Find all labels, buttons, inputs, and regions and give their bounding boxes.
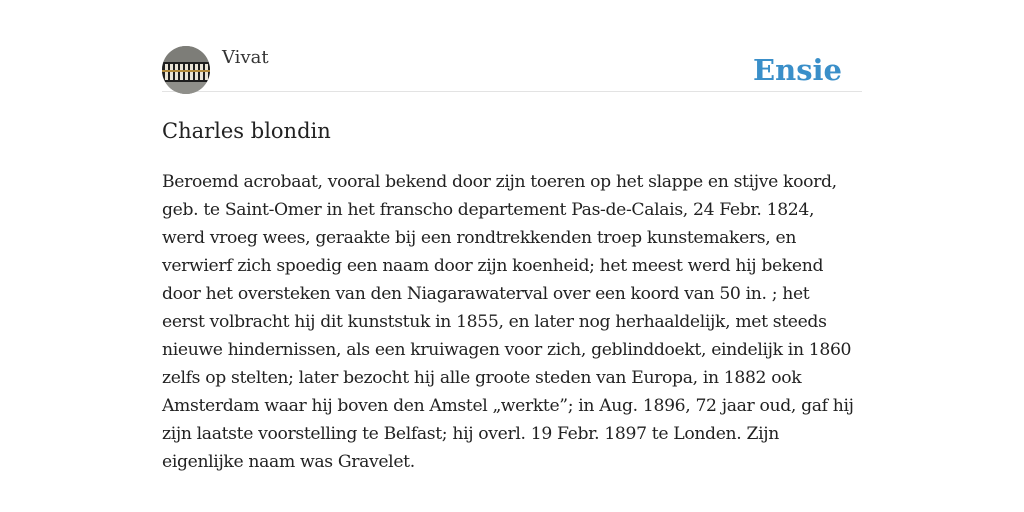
header: [162, 46, 862, 92]
entry-title: Charles blondin: [162, 119, 331, 143]
body-line: zelfs op stelten; later bezocht hij alle groote steden van Europa, in 1882 ook: [162, 368, 802, 388]
body-line: door het oversteken van den Niagarawaterval over een koord van 50 in. ; het: [162, 284, 810, 304]
source-name[interactable]: Vivat: [222, 47, 269, 68]
body-line: nieuwe hindernissen, als een kruiwagen voor zich, geblinddoekt, eindelijk in 1860: [162, 340, 852, 360]
body-line: zijn laatste voorstelling te Belfast; hij overl. 19 Febr. 1897 te Londen. Zijn: [162, 424, 779, 444]
body-line: eigenlijke naam was Gravelet.: [162, 452, 415, 472]
entry-body: [162, 168, 872, 476]
body-line: Beroemd acrobaat, vooral bekend door zijn toeren op het slappe en stijve koord,: [162, 172, 837, 192]
body-line: geb. te Saint-Omer in het franscho departement Pas-de-Calais, 24 Febr. 1824,: [162, 200, 815, 220]
body-line: verwierf zich spoedig een naam door zijn koenheid; het meest werd hij bekend: [162, 256, 824, 276]
body-line: eerst volbracht hij dit kunststuk in 1855, en later nog herhaaldelijk, met steeds: [162, 312, 827, 332]
body-line: Amsterdam waar hij boven den Amstel „werkte”; in Aug. 1896, 72 jaar oud, gaf hij: [162, 396, 854, 416]
book-spines-icon[interactable]: [162, 46, 210, 94]
ensie-logo[interactable]: Ensie: [753, 53, 842, 87]
body-line: werd vroeg wees, geraakte bij een rondtrekkenden troep kunstemakers, en: [162, 228, 797, 248]
